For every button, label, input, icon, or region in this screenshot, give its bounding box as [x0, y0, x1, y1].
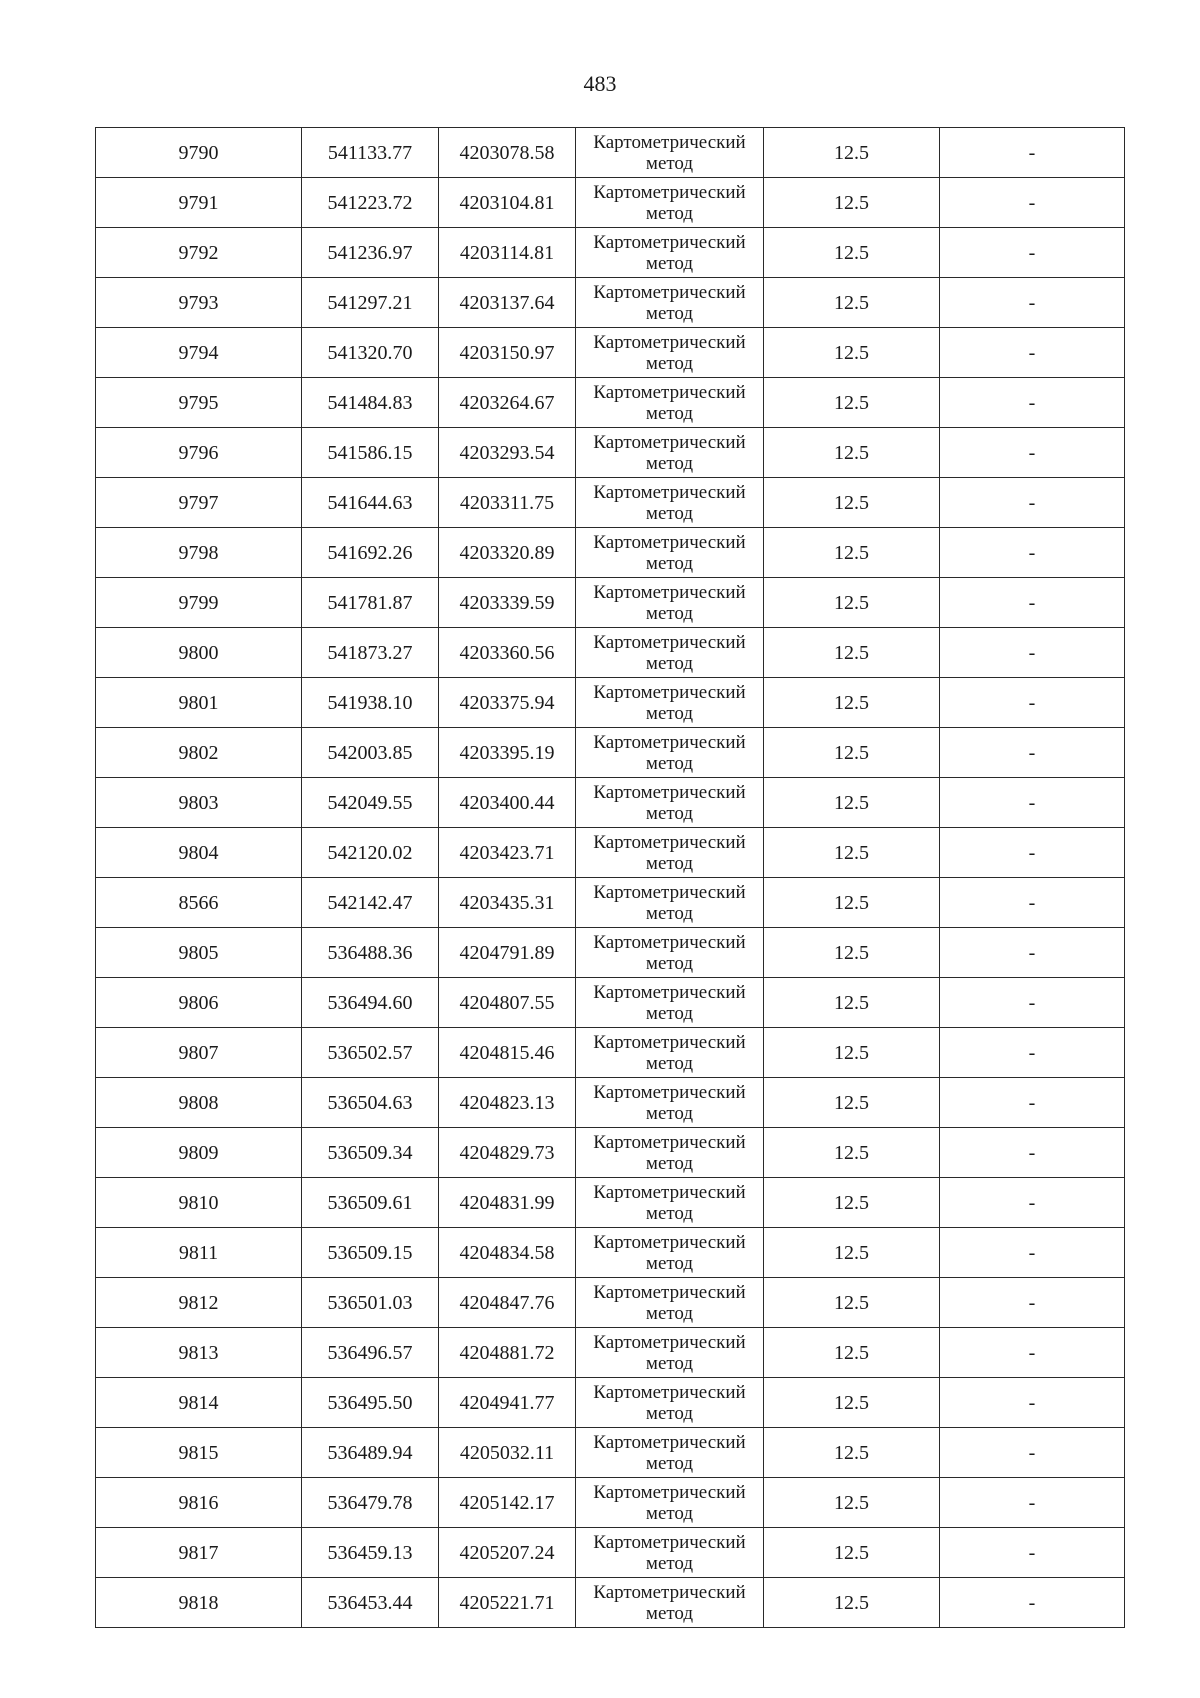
accuracy-cell: 12.5	[764, 1578, 940, 1628]
x-coordinate-cell: 541320.70	[302, 328, 439, 378]
note-cell: -	[940, 1578, 1125, 1628]
point-number-cell: 9793	[96, 278, 302, 328]
table-row	[96, 1078, 1125, 1128]
method-line: метод	[645, 602, 694, 624]
method-line: Картометрический	[593, 781, 746, 803]
method-line: Картометрический	[593, 1381, 746, 1403]
method-line: Картометрический	[593, 881, 746, 903]
method-line: Картометрический	[593, 731, 746, 753]
method-line: метод	[645, 652, 694, 674]
note-cell: -	[940, 278, 1125, 328]
table-row	[96, 828, 1125, 878]
method-line: метод	[645, 1202, 694, 1224]
accuracy-cell: 12.5	[764, 878, 940, 928]
method-line: метод	[645, 752, 694, 774]
accuracy-cell: 12.5	[764, 278, 940, 328]
x-coordinate-cell: 541223.72	[302, 178, 439, 228]
method-cell	[576, 1228, 764, 1278]
accuracy-cell: 12.5	[764, 428, 940, 478]
y-coordinate-cell: 4203104.81	[439, 178, 576, 228]
accuracy-cell: 12.5	[764, 1078, 940, 1128]
accuracy-cell: 12.5	[764, 1428, 940, 1478]
method-cell	[576, 478, 764, 528]
method-line: метод	[645, 152, 694, 174]
method-line: Картометрический	[593, 831, 746, 853]
point-number-cell: 9815	[96, 1428, 302, 1478]
accuracy-cell: 12.5	[764, 628, 940, 678]
table-row	[96, 478, 1125, 528]
table-row	[96, 628, 1125, 678]
x-coordinate-cell: 542003.85	[302, 728, 439, 778]
method-cell	[576, 928, 764, 978]
method-line: Картометрический	[593, 981, 746, 1003]
table-row	[96, 1578, 1125, 1628]
accuracy-cell: 12.5	[764, 128, 940, 178]
method-line: Картометрический	[593, 1581, 746, 1603]
coordinates-table-body	[96, 128, 1125, 1628]
method-cell	[576, 1578, 764, 1628]
x-coordinate-cell: 542120.02	[302, 828, 439, 878]
x-coordinate-cell: 536504.63	[302, 1078, 439, 1128]
method-line: метод	[645, 802, 694, 824]
point-number-cell: 9814	[96, 1378, 302, 1428]
y-coordinate-cell: 4203293.54	[439, 428, 576, 478]
method-cell	[576, 828, 764, 878]
x-coordinate-cell: 536496.57	[302, 1328, 439, 1378]
table-row	[96, 678, 1125, 728]
point-number-cell: 9796	[96, 428, 302, 478]
method-line: метод	[645, 1302, 694, 1324]
x-coordinate-cell: 541236.97	[302, 228, 439, 278]
table-row	[96, 1278, 1125, 1328]
y-coordinate-cell: 4204815.46	[439, 1028, 576, 1078]
note-cell: -	[940, 1478, 1125, 1528]
method-line: Картометрический	[593, 1031, 746, 1053]
table-row	[96, 378, 1125, 428]
table-row	[96, 1128, 1125, 1178]
point-number-cell: 9792	[96, 228, 302, 278]
table-row	[96, 178, 1125, 228]
method-line: метод	[645, 1402, 694, 1424]
accuracy-cell: 12.5	[764, 1328, 940, 1378]
accuracy-cell: 12.5	[764, 178, 940, 228]
accuracy-cell: 12.5	[764, 578, 940, 628]
method-line: Картометрический	[593, 281, 746, 303]
method-line: Картометрический	[593, 631, 746, 653]
point-number-cell: 9804	[96, 828, 302, 878]
accuracy-cell: 12.5	[764, 678, 940, 728]
method-line: метод	[645, 402, 694, 424]
x-coordinate-cell: 536501.03	[302, 1278, 439, 1328]
table-row	[96, 228, 1125, 278]
table-row	[96, 328, 1125, 378]
accuracy-cell: 12.5	[764, 1528, 940, 1578]
method-cell	[576, 678, 764, 728]
note-cell: -	[940, 678, 1125, 728]
point-number-cell: 9808	[96, 1078, 302, 1128]
y-coordinate-cell: 4203264.67	[439, 378, 576, 428]
method-cell	[576, 1478, 764, 1528]
accuracy-cell: 12.5	[764, 1028, 940, 1078]
point-number-cell: 8566	[96, 878, 302, 928]
note-cell: -	[940, 128, 1125, 178]
method-line: Картометрический	[593, 1231, 746, 1253]
accuracy-cell: 12.5	[764, 1478, 940, 1528]
table-row	[96, 578, 1125, 628]
table-row	[96, 978, 1125, 1028]
method-cell	[576, 628, 764, 678]
page-number: 483	[583, 71, 617, 96]
point-number-cell: 9791	[96, 178, 302, 228]
method-line: Картометрический	[593, 431, 746, 453]
table-row	[96, 1478, 1125, 1528]
y-coordinate-cell: 4204807.55	[439, 978, 576, 1028]
note-cell: -	[940, 1028, 1125, 1078]
method-cell	[576, 378, 764, 428]
y-coordinate-cell: 4205032.11	[439, 1428, 576, 1478]
note-cell: -	[940, 1528, 1125, 1578]
method-cell	[576, 278, 764, 328]
method-cell	[576, 228, 764, 278]
table-row	[96, 878, 1125, 928]
method-cell	[576, 1028, 764, 1078]
table-row	[96, 1378, 1125, 1428]
method-line: метод	[645, 1452, 694, 1474]
coordinates-table	[95, 127, 1125, 1628]
point-number-cell: 9816	[96, 1478, 302, 1528]
method-cell	[576, 178, 764, 228]
x-coordinate-cell: 536488.36	[302, 928, 439, 978]
y-coordinate-cell: 4204941.77	[439, 1378, 576, 1428]
x-coordinate-cell: 536509.61	[302, 1178, 439, 1228]
point-number-cell: 9809	[96, 1128, 302, 1178]
method-line: метод	[645, 1552, 694, 1574]
y-coordinate-cell: 4205221.71	[439, 1578, 576, 1628]
x-coordinate-cell: 541692.26	[302, 528, 439, 578]
y-coordinate-cell: 4204847.76	[439, 1278, 576, 1328]
method-line: Картометрический	[593, 231, 746, 253]
accuracy-cell: 12.5	[764, 378, 940, 428]
note-cell: -	[940, 978, 1125, 1028]
method-line: Картометрический	[593, 1131, 746, 1153]
accuracy-cell: 12.5	[764, 478, 940, 528]
table-row	[96, 728, 1125, 778]
method-line: Картометрический	[593, 581, 746, 603]
table-row	[96, 1328, 1125, 1378]
point-number-cell: 9806	[96, 978, 302, 1028]
point-number-cell: 9812	[96, 1278, 302, 1328]
point-number-cell: 9800	[96, 628, 302, 678]
y-coordinate-cell: 4203311.75	[439, 478, 576, 528]
accuracy-cell: 12.5	[764, 828, 940, 878]
x-coordinate-cell: 536453.44	[302, 1578, 439, 1628]
table-row	[96, 1228, 1125, 1278]
x-coordinate-cell: 536459.13	[302, 1528, 439, 1578]
x-coordinate-cell: 536489.94	[302, 1428, 439, 1478]
method-line: метод	[645, 1152, 694, 1174]
point-number-cell: 9802	[96, 728, 302, 778]
x-coordinate-cell: 536479.78	[302, 1478, 439, 1528]
note-cell: -	[940, 1078, 1125, 1128]
accuracy-cell: 12.5	[764, 328, 940, 378]
method-cell	[576, 578, 764, 628]
x-coordinate-cell: 541781.87	[302, 578, 439, 628]
method-line: Картометрический	[593, 181, 746, 203]
note-cell: -	[940, 828, 1125, 878]
accuracy-cell: 12.5	[764, 928, 940, 978]
method-cell	[576, 428, 764, 478]
method-line: метод	[645, 1102, 694, 1124]
method-line: метод	[645, 452, 694, 474]
table-row	[96, 928, 1125, 978]
method-line: Картометрический	[593, 1531, 746, 1553]
method-line: Картометрический	[593, 531, 746, 553]
note-cell: -	[940, 528, 1125, 578]
point-number-cell: 9795	[96, 378, 302, 428]
method-line: метод	[645, 352, 694, 374]
y-coordinate-cell: 4205142.17	[439, 1478, 576, 1528]
x-coordinate-cell: 542049.55	[302, 778, 439, 828]
point-number-cell: 9805	[96, 928, 302, 978]
x-coordinate-cell: 536495.50	[302, 1378, 439, 1428]
point-number-cell: 9799	[96, 578, 302, 628]
y-coordinate-cell: 4203435.31	[439, 878, 576, 928]
y-coordinate-cell: 4204791.89	[439, 928, 576, 978]
method-line: Картометрический	[593, 1281, 746, 1303]
table-row	[96, 1528, 1125, 1578]
note-cell: -	[940, 578, 1125, 628]
table-row	[96, 1028, 1125, 1078]
table-row	[96, 778, 1125, 828]
method-line: Картометрический	[593, 1431, 746, 1453]
note-cell: -	[940, 878, 1125, 928]
table-row	[96, 528, 1125, 578]
method-cell	[576, 1128, 764, 1178]
y-coordinate-cell: 4203320.89	[439, 528, 576, 578]
method-line: метод	[645, 902, 694, 924]
accuracy-cell: 12.5	[764, 1178, 940, 1228]
method-line: метод	[645, 252, 694, 274]
note-cell: -	[940, 1228, 1125, 1278]
method-line: Картометрический	[593, 381, 746, 403]
accuracy-cell: 12.5	[764, 1378, 940, 1428]
y-coordinate-cell: 4204881.72	[439, 1328, 576, 1378]
method-line: Картометрический	[593, 1181, 746, 1203]
method-cell	[576, 1178, 764, 1228]
method-line: метод	[645, 702, 694, 724]
point-number-cell: 9803	[96, 778, 302, 828]
method-line: Картометрический	[593, 1481, 746, 1503]
y-coordinate-cell: 4203150.97	[439, 328, 576, 378]
accuracy-cell: 12.5	[764, 778, 940, 828]
method-cell	[576, 1328, 764, 1378]
y-coordinate-cell: 4203339.59	[439, 578, 576, 628]
x-coordinate-cell: 541873.27	[302, 628, 439, 678]
method-cell	[576, 878, 764, 928]
accuracy-cell: 12.5	[764, 528, 940, 578]
accuracy-cell: 12.5	[764, 978, 940, 1028]
method-cell	[576, 128, 764, 178]
point-number-cell: 9790	[96, 128, 302, 178]
note-cell: -	[940, 1278, 1125, 1328]
note-cell: -	[940, 628, 1125, 678]
method-cell	[576, 328, 764, 378]
accuracy-cell: 12.5	[764, 1278, 940, 1328]
y-coordinate-cell: 4203423.71	[439, 828, 576, 878]
point-number-cell: 9813	[96, 1328, 302, 1378]
point-number-cell: 9807	[96, 1028, 302, 1078]
note-cell: -	[940, 1178, 1125, 1228]
method-line: метод	[645, 302, 694, 324]
method-line: метод	[645, 852, 694, 874]
note-cell: -	[940, 328, 1125, 378]
table-row	[96, 1428, 1125, 1478]
y-coordinate-cell: 4203114.81	[439, 228, 576, 278]
method-line: метод	[645, 552, 694, 574]
method-cell	[576, 1078, 764, 1128]
y-coordinate-cell: 4203137.64	[439, 278, 576, 328]
x-coordinate-cell: 541938.10	[302, 678, 439, 728]
point-number-cell: 9818	[96, 1578, 302, 1628]
accuracy-cell: 12.5	[764, 728, 940, 778]
accuracy-cell: 12.5	[764, 228, 940, 278]
method-line: Картометрический	[593, 131, 746, 153]
y-coordinate-cell: 4203078.58	[439, 128, 576, 178]
method-cell	[576, 728, 764, 778]
method-line: Картометрический	[593, 1081, 746, 1103]
method-line: метод	[645, 502, 694, 524]
x-coordinate-cell: 541297.21	[302, 278, 439, 328]
note-cell: -	[940, 378, 1125, 428]
method-line: метод	[645, 952, 694, 974]
method-line: Картометрический	[593, 481, 746, 503]
table-row	[96, 128, 1125, 178]
point-number-cell: 9817	[96, 1528, 302, 1578]
y-coordinate-cell: 4205207.24	[439, 1528, 576, 1578]
method-line: метод	[645, 1052, 694, 1074]
point-number-cell: 9811	[96, 1228, 302, 1278]
x-coordinate-cell: 542142.47	[302, 878, 439, 928]
note-cell: -	[940, 778, 1125, 828]
method-cell	[576, 1528, 764, 1578]
note-cell: -	[940, 228, 1125, 278]
note-cell: -	[940, 1428, 1125, 1478]
y-coordinate-cell: 4204829.73	[439, 1128, 576, 1178]
method-cell	[576, 1428, 764, 1478]
point-number-cell: 9794	[96, 328, 302, 378]
method-line: метод	[645, 1502, 694, 1524]
x-coordinate-cell: 536509.15	[302, 1228, 439, 1278]
method-line: метод	[645, 1002, 694, 1024]
x-coordinate-cell: 536509.34	[302, 1128, 439, 1178]
y-coordinate-cell: 4204831.99	[439, 1178, 576, 1228]
table-row	[96, 428, 1125, 478]
method-cell	[576, 1378, 764, 1428]
note-cell: -	[940, 478, 1125, 528]
method-line: Картометрический	[593, 681, 746, 703]
note-cell: -	[940, 1328, 1125, 1378]
method-line: метод	[645, 1602, 694, 1624]
note-cell: -	[940, 728, 1125, 778]
note-cell: -	[940, 928, 1125, 978]
y-coordinate-cell: 4203395.19	[439, 728, 576, 778]
method-cell	[576, 528, 764, 578]
note-cell: -	[940, 428, 1125, 478]
method-line: метод	[645, 202, 694, 224]
table-row	[96, 1178, 1125, 1228]
y-coordinate-cell: 4203360.56	[439, 628, 576, 678]
method-line: Картометрический	[593, 1331, 746, 1353]
accuracy-cell: 12.5	[764, 1228, 940, 1278]
point-number-cell: 9798	[96, 528, 302, 578]
x-coordinate-cell: 541644.63	[302, 478, 439, 528]
method-line: Картометрический	[593, 331, 746, 353]
method-line: метод	[645, 1252, 694, 1274]
y-coordinate-cell: 4203375.94	[439, 678, 576, 728]
table-row	[96, 278, 1125, 328]
y-coordinate-cell: 4203400.44	[439, 778, 576, 828]
method-cell	[576, 778, 764, 828]
point-number-cell: 9810	[96, 1178, 302, 1228]
note-cell: -	[940, 178, 1125, 228]
x-coordinate-cell: 536502.57	[302, 1028, 439, 1078]
x-coordinate-cell: 541586.15	[302, 428, 439, 478]
point-number-cell: 9801	[96, 678, 302, 728]
note-cell: -	[940, 1128, 1125, 1178]
method-cell	[576, 1278, 764, 1328]
point-number-cell: 9797	[96, 478, 302, 528]
x-coordinate-cell: 541484.83	[302, 378, 439, 428]
x-coordinate-cell: 536494.60	[302, 978, 439, 1028]
y-coordinate-cell: 4204823.13	[439, 1078, 576, 1128]
method-line: метод	[645, 1352, 694, 1374]
method-line: Картометрический	[593, 931, 746, 953]
y-coordinate-cell: 4204834.58	[439, 1228, 576, 1278]
note-cell: -	[940, 1378, 1125, 1428]
x-coordinate-cell: 541133.77	[302, 128, 439, 178]
method-cell	[576, 978, 764, 1028]
accuracy-cell: 12.5	[764, 1128, 940, 1178]
